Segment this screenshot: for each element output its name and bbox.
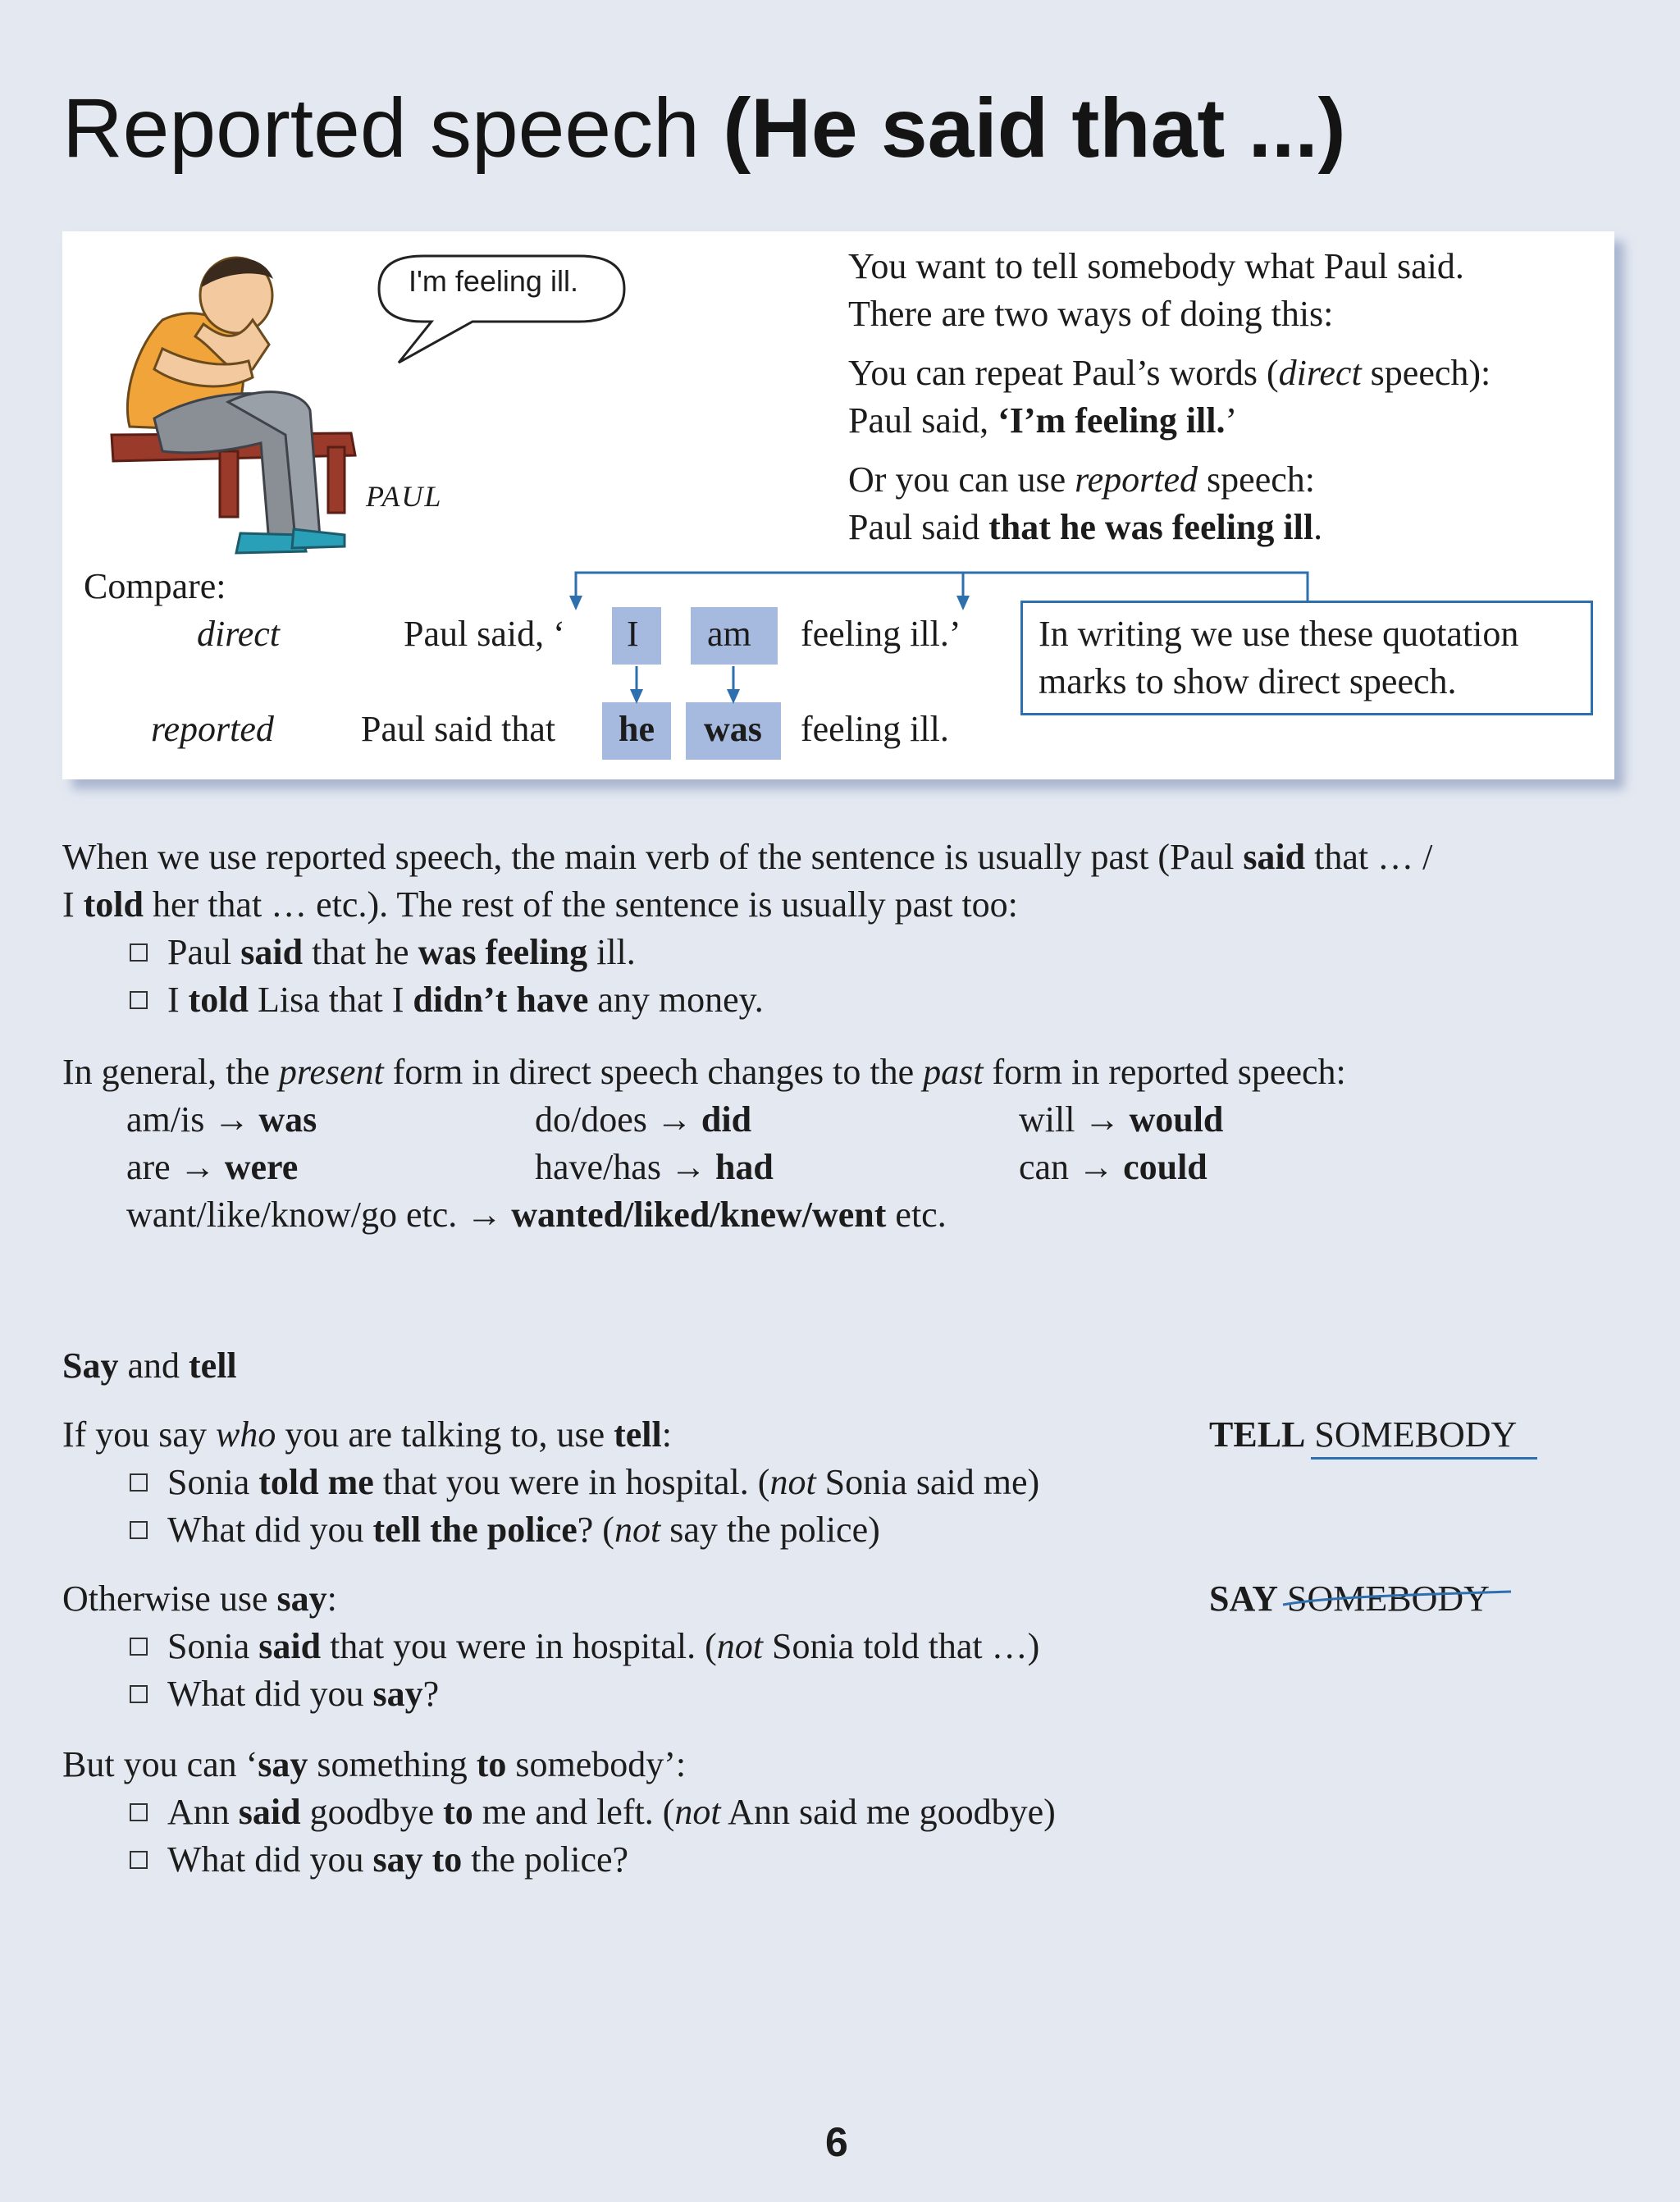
tell-underline [1311,1457,1537,1460]
s3-example-6: What did you say to the police? [130,1836,628,1884]
intro-line-4: Paul said, ‘I’m feeling ill.’ [848,400,1238,441]
tense-row2-col1: are → were [126,1147,299,1187]
s3-example-5: Ann said goodbye to me and left. (not Ann said me goodbye) [130,1789,1056,1836]
intro-line-6: Paul said that he was feeling ill. [848,507,1323,547]
reported-word-was: was [704,709,762,749]
s1-example-1: Paul said that he was feeling ill. [130,929,636,976]
tense-row1-col2: do/does → did [535,1099,752,1140]
tense-row1-col1: am/is → was [126,1099,317,1140]
s3-example-2: What did you tell the police? (not say the police) [130,1506,880,1554]
tense-row3: want/like/know/go etc. → wanted/liked/knew/went etc. [126,1195,947,1235]
example-checkbox [130,943,148,962]
s3-paragraph-3: But you can ‘say something to somebody’: [62,1744,687,1784]
example-checkbox [130,1473,148,1492]
page-number: 6 [825,2119,848,2165]
tense-row1-col3: will → would [1019,1099,1224,1140]
direct-word-i: I [627,614,639,654]
reported-suffix: feeling ill. [801,709,949,749]
intro-line-3: You can repeat Paul’s words (direct speech): [848,353,1491,393]
tell-somebody-label: TELL SOMEBODY [1209,1414,1518,1455]
speech-bubble-text: I'm feeling ill. [409,264,578,298]
s1-paragraph-line1: When we use reported speech, the main verb of the sentence is usually past (Paul said that … / [62,837,1433,877]
reported-word-he: he [619,709,655,749]
example-checkbox [130,1521,148,1539]
intro-line-2: There are two ways of doing this: [848,294,1334,334]
quotation-note: In writing we use these quotation marks to show direct speech. [1039,614,1519,701]
example-checkbox [130,1638,148,1656]
s3-paragraph-1: If you say who you are talking to, use tell: [62,1414,672,1455]
say-somebody-label: SAY SOMEBODY [1209,1578,1490,1619]
compare-label: Compare: [84,566,226,606]
s2-paragraph: In general, the present form in direct speech changes to the past form in reported speech: [62,1052,1346,1092]
example-checkbox [130,1803,148,1821]
reported-label: reported [151,709,274,749]
direct-suffix: feeling ill.’ [801,614,961,654]
intro-line-5: Or you can use reported speech: [848,459,1315,500]
s1-example-2: I told Lisa that I didn’t have any money. [130,976,764,1024]
intro-line-1: You want to tell somebody what Paul said. [848,246,1464,286]
example-checkbox [130,1685,148,1703]
tense-row2-col3: can → could [1019,1147,1208,1187]
s3-paragraph-2: Otherwise use say: [62,1578,337,1619]
illustration-caption: PAUL [366,480,443,513]
page-title: Reported speech (He said that ...) [62,81,1346,175]
direct-prefix: Paul said, ‘ [404,614,565,654]
s1-paragraph-line2: I told her that … etc.). The rest of the sentence is usually past too: [62,884,1018,925]
example-checkbox [130,991,148,1009]
say-strikethrough [1280,1588,1514,1613]
s3-example-4: What did you say? [130,1670,439,1718]
reported-prefix: Paul said that [361,709,556,749]
example-checkbox [130,1851,148,1869]
s3-example-1: Sonia told me that you were in hospital. (not Sonia said me) [130,1459,1039,1506]
direct-word-am: am [707,614,751,654]
tense-row2-col2: have/has → had [535,1147,774,1187]
s3-heading: Say and tell [62,1345,237,1386]
s3-example-3: Sonia said that you were in hospital. (not Sonia told that …) [130,1623,1039,1670]
direct-label: direct [197,614,280,654]
